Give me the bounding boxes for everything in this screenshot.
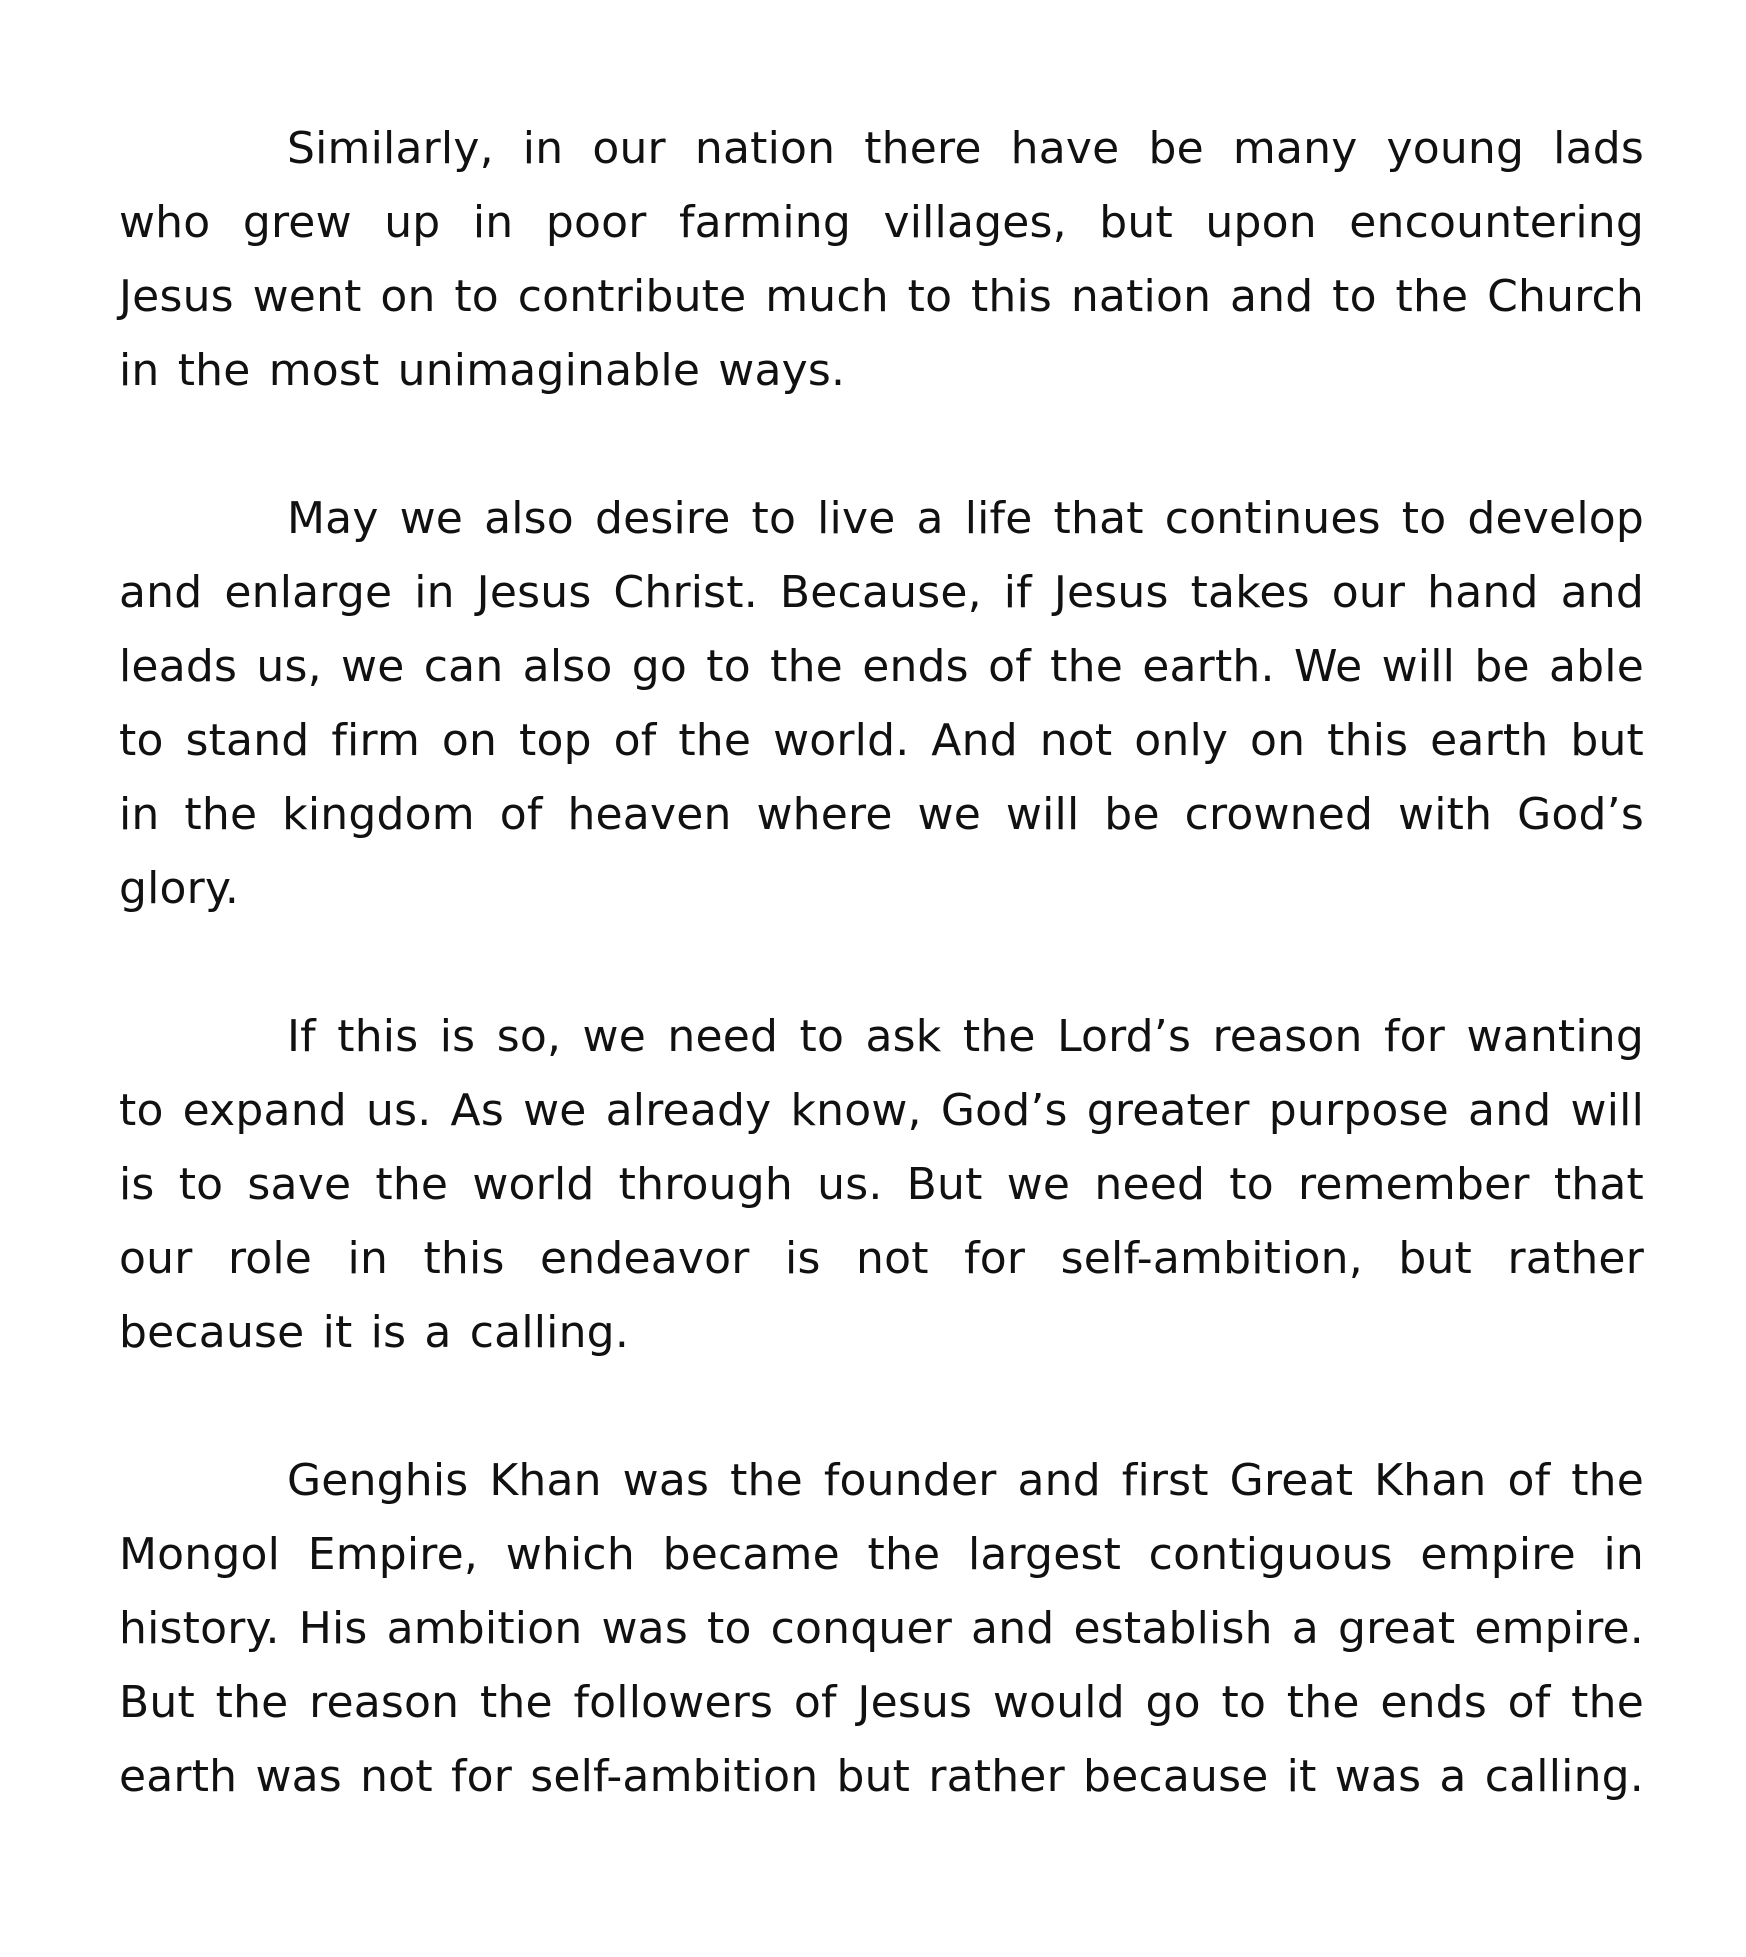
paragraph-3: If this is so, we need to ask the Lord’s reason for wanting to expand us. As we already know, God’s greater purpose and will is to save the world through us. But we need to remember that our role in this endeavor is not for self-ambition, but rather because it is a calling. — [119, 1011, 1644, 1358]
paragraph-1: Similarly, in our nation there have be many young lads who grew up in poor farming villages, but upon encountering Jesus went on to contribute much to this nation and to the Church in the most unimaginable ways. — [119, 123, 1644, 396]
document-page — [119, 112, 1644, 1814]
paragraph-4: Genghis Khan was the founder and first Great Khan of the Mongol Empire, which became the largest contiguous empire in history. His ambition was to conquer and establish a great empire. But the reason the followers of Jesus would go to the ends of the earth was not for self-ambition but rather because it was a calling. — [119, 1455, 1644, 1802]
paragraph-2: May we also desire to live a life that continues to develop and enlarge in Jesus Christ. Because, if Jesus takes our hand and leads us, we can also go to the ends of the earth. We will be able to stand firm on top of the world. And not only on this earth but in the kingdom of heaven where we will be crowned with God’s glory. — [119, 493, 1644, 914]
